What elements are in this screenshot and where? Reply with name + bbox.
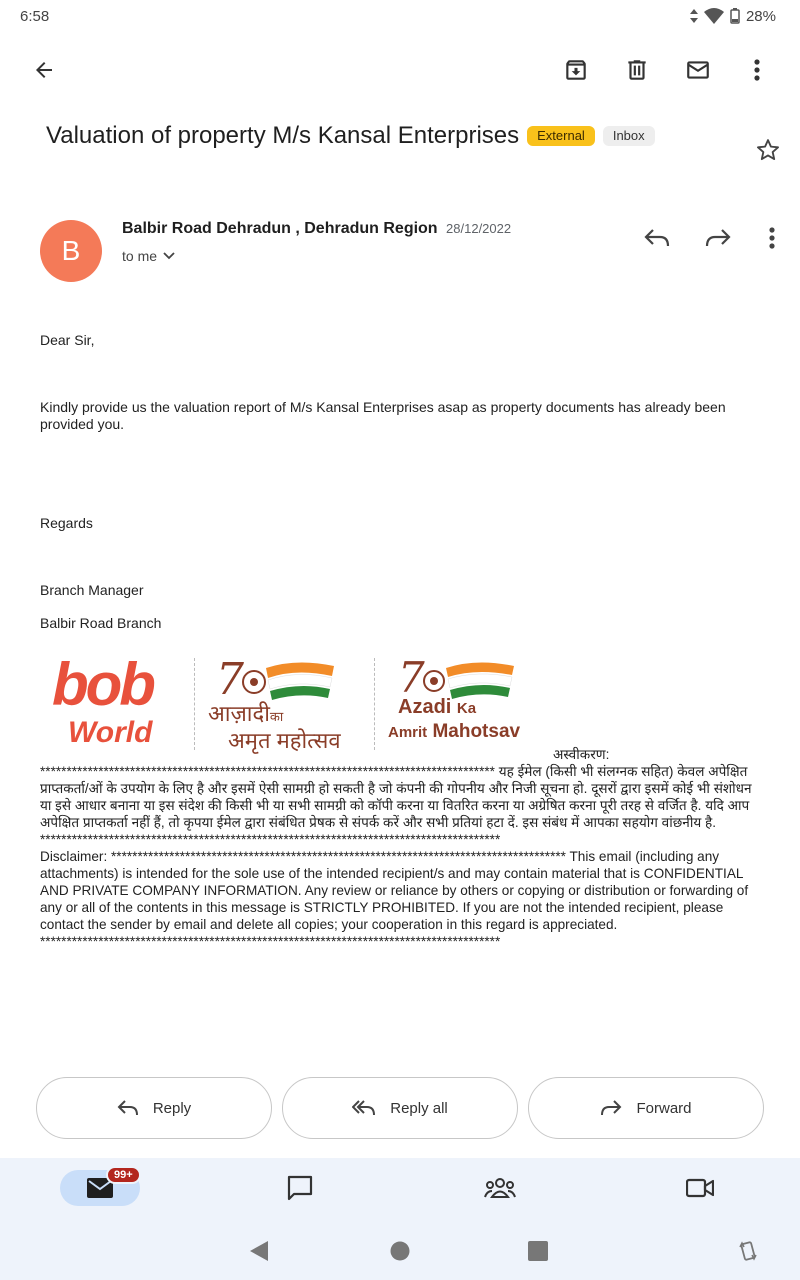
signature-title: Branch Manager xyxy=(40,582,144,598)
reply-icon-button[interactable] xyxy=(637,218,677,258)
azadi-amrit-mahotsav-english-logo xyxy=(388,652,548,752)
seventy-five-emblem-icon xyxy=(398,654,528,700)
star-button[interactable] xyxy=(754,136,784,166)
status-time: 6:58 xyxy=(20,7,50,25)
nav-spaces[interactable] xyxy=(460,1170,540,1206)
delete-button[interactable] xyxy=(617,50,657,90)
forward-icon xyxy=(705,227,731,249)
reply-all-label: Reply all xyxy=(390,1099,448,1117)
azadi-english-line1: Azadi xyxy=(398,696,452,718)
nav-meet[interactable] xyxy=(660,1170,740,1206)
disclaimer-hindi: ************************************************************************************** यह ईमेल (किसी भी संलग्नक सहित) केवल अपेक्षित प्राप्तकर्ता/ओं के उपयोग के लिए है और इसमें ऐसी सामग्री हो सकती है जो कंपनी की गोपनीय और निजी सूचना हो. दूसरों द्वारा इसमें कोई भी संशोधन या इसे आधार बनाना या इस संदेश की किसी भी या सभी सामग्री को कॉपी करना या वितरित करना या अग्रेषित करना पूरी तरह से वर्जित है. यदि आप अपेक्षित प्राप्तकर्ता नहीं हैं, तो कृपया ईमेल द्वारा संबंधित प्रेषक से संपर्क करें और सभी प्रतियां हटा दें. इस संबंध में आपका सहयोग वांछनीय है. *************************************************************************************** xyxy=(40,764,752,847)
rotate-icon xyxy=(739,1241,757,1261)
back-button[interactable] xyxy=(24,50,64,90)
recipients-label: to me xyxy=(122,248,158,264)
email-subject: Valuation of property M/s Kansal Enterprises xyxy=(46,122,520,149)
email-regards: Regards xyxy=(40,515,93,531)
archive-button[interactable] xyxy=(556,50,596,90)
world-logo-text: World xyxy=(68,716,153,749)
bob-logo-text: bob xyxy=(52,651,153,718)
mail-count-badge: 99+ xyxy=(106,1166,141,1184)
mail-icon xyxy=(684,57,712,83)
svg-text:7: 7 xyxy=(216,654,244,702)
bob-world-logo xyxy=(52,651,182,754)
reply-icon xyxy=(644,227,670,249)
disclaimer-english: Disclaimer: ************************************************************************************** This email (including any attachments) is intended for the sole use of the intended recipient/s and may contain material that is CONFIDENTIAL AND PRIVATE COMPANY INFORMATION. Any review or reliance by others or copying or distribution or forwarding of any or all of the contents in this message is STRICTLY PROHIBITED. If you are not the intended recipient, please contact the sender by email and delete all copies; your cooperation in this regard is appreciated. *************************************************************************************** xyxy=(40,849,749,949)
label-inbox[interactable]: Inbox xyxy=(603,126,655,146)
amrit-hindi-line2: अमृत महोत्सव xyxy=(228,728,341,753)
more-vert-icon xyxy=(769,227,775,249)
amrit-english-line2a: Amrit xyxy=(388,724,428,741)
archive-icon xyxy=(563,57,589,83)
data-arrows-icon xyxy=(690,9,698,23)
reply-icon xyxy=(117,1099,139,1117)
battery-percent: 28% xyxy=(745,7,776,25)
disclaimer xyxy=(40,746,765,950)
system-home-button[interactable] xyxy=(385,1236,415,1266)
status-bar xyxy=(0,0,800,32)
top-toolbar xyxy=(0,40,800,100)
nav-chat[interactable] xyxy=(260,1170,340,1206)
label-external[interactable]: External xyxy=(527,126,595,146)
triangle-back-icon xyxy=(249,1240,269,1262)
sender-block xyxy=(40,220,790,284)
disclaimer-hindi-label: अस्वीकरण: xyxy=(553,747,610,762)
sender-name xyxy=(122,220,511,238)
chat-icon xyxy=(286,1175,314,1201)
mark-unread-button[interactable] xyxy=(678,50,718,90)
logo-divider xyxy=(194,658,195,750)
reply-button[interactable] xyxy=(36,1077,272,1139)
sender-avatar[interactable]: B xyxy=(40,220,102,282)
reply-label: Reply xyxy=(152,1099,192,1117)
email-message: Kindly provide us the valuation report of M/s Kansal Enterprises asap as property documents has already been provided you. xyxy=(40,399,726,432)
arrow-back-icon xyxy=(32,58,56,82)
more-options-button[interactable] xyxy=(737,50,777,90)
azadi-english-text xyxy=(388,696,520,744)
system-back-button[interactable] xyxy=(244,1236,274,1266)
azadi-hindi-line1: आज़ादी xyxy=(208,701,270,726)
people-icon xyxy=(484,1177,516,1199)
forward-label: Forward xyxy=(636,1099,692,1117)
azadi-english-small: Ka xyxy=(456,700,477,717)
forward-icon-button[interactable] xyxy=(698,218,738,258)
forward-icon xyxy=(600,1099,622,1117)
signature-branch: Balbir Road Branch xyxy=(40,615,162,631)
nav-mail[interactable] xyxy=(60,1170,140,1206)
email-date: 28/12/2022 xyxy=(446,221,512,236)
subject-row xyxy=(46,122,746,150)
logo-divider xyxy=(374,658,375,750)
action-buttons xyxy=(36,1077,764,1139)
more-vert-icon xyxy=(754,59,760,81)
sender-name-text: Balbir Road Dehradun , Dehradun Region xyxy=(122,220,438,237)
amrit-english-line2b: Mahotsav xyxy=(427,721,521,742)
square-recents-icon xyxy=(528,1241,548,1261)
battery-icon xyxy=(730,8,740,24)
chevron-down-icon xyxy=(163,252,175,260)
reply-all-button[interactable] xyxy=(282,1077,518,1139)
system-recents-button[interactable] xyxy=(523,1236,553,1266)
circle-home-icon xyxy=(390,1241,410,1261)
azadi-amrit-mahotsav-hindi-logo xyxy=(208,652,358,752)
forward-button[interactable] xyxy=(528,1077,764,1139)
rotate-button[interactable] xyxy=(733,1236,763,1266)
bottom-navigation xyxy=(0,1158,800,1280)
trash-icon xyxy=(624,57,650,83)
status-icons xyxy=(690,8,776,25)
seventy-five-emblem-icon xyxy=(216,654,346,702)
wifi-icon xyxy=(704,8,724,24)
recipients-toggle[interactable] xyxy=(122,248,175,264)
email-greeting: Dear Sir, xyxy=(40,332,95,348)
svg-text:7: 7 xyxy=(398,654,425,700)
star-icon xyxy=(754,136,782,164)
message-more-button[interactable] xyxy=(752,218,792,258)
video-icon xyxy=(686,1178,714,1198)
reply-all-icon xyxy=(352,1099,376,1117)
azadi-hindi-small: का xyxy=(269,709,284,724)
